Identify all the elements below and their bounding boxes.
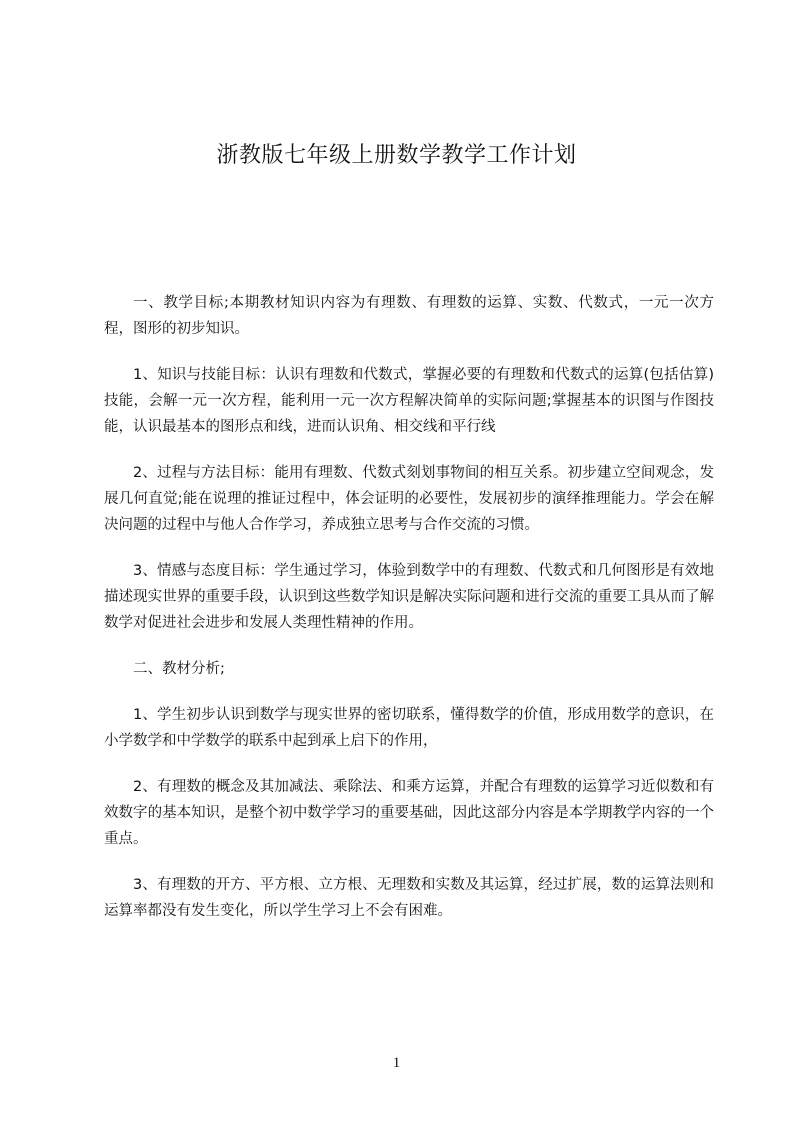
paragraph-emotion-attitude: 3、情感与态度目标：学生通过学习，体验到数学中的有理数、代数式和几何图形是有效地描述现实世界的重要手段，认识到这些数学知识是解决实际问题和进行交流的重要工具从而了解数学对促进社会进步和发展人类理性精神的作用。 bbox=[104, 563, 714, 631]
paragraph-teaching-goals: 一、教学目标;本期教材知识内容为有理数、有理数的运算、实数、代数式，一元一次方程，图形的初步知识。 bbox=[104, 295, 714, 337]
paragraph-knowledge-skills: 1、知识与技能目标：认识有理数和代数式，掌握必要的有理数和代数式的运算(包括估算)技能，会解一元一次方程，能利用一元一次方程解决简单的实际问题;掌握基本的识图与作图技能，认识最基本的图形点和线，进而认识角、相交线和平行线 bbox=[104, 367, 714, 435]
document-title: 浙教版七年级上册数学教学工作计划 bbox=[216, 143, 577, 168]
paragraph-analysis-1: 1、学生初步认识到数学与现实世界的密切联系，懂得数学的价值，形成用数学的意识，在小学数学和中学数学的联系中起到承上启下的作用， bbox=[104, 707, 714, 749]
document-body bbox=[104, 290, 714, 944]
paragraph-analysis-3: 3、有理数的开方、平方根、立方根、无理数和实数及其运算，经过扩展，数的运算法则和运算率都没有发生变化，所以学生学习上不会有困难。 bbox=[104, 877, 714, 919]
section-heading-textbook-analysis: 二、教材分析; bbox=[133, 661, 225, 677]
paragraph-analysis-2: 2、有理数的概念及其加减法、乘除法、和乘方运算，并配合有理数的运算学习近似数和有效数字的基本知识，是整个初中数学学习的重要基础，因此这部分内容是本学期教学内容的一个重点。 bbox=[104, 779, 714, 847]
paragraph-process-methods: 2、过程与方法目标：能用有理数、代数式刻划事物间的相互关系。初步建立空间观念，发展几何直觉;能在说理的推证过程中，体会证明的必要性，发展初步的演绎推理能力。学会在解决问题的过程中与他人合作学习，养成独立思考与合作交流的习惯。 bbox=[104, 465, 714, 533]
page-number: 1 bbox=[392, 1055, 401, 1071]
